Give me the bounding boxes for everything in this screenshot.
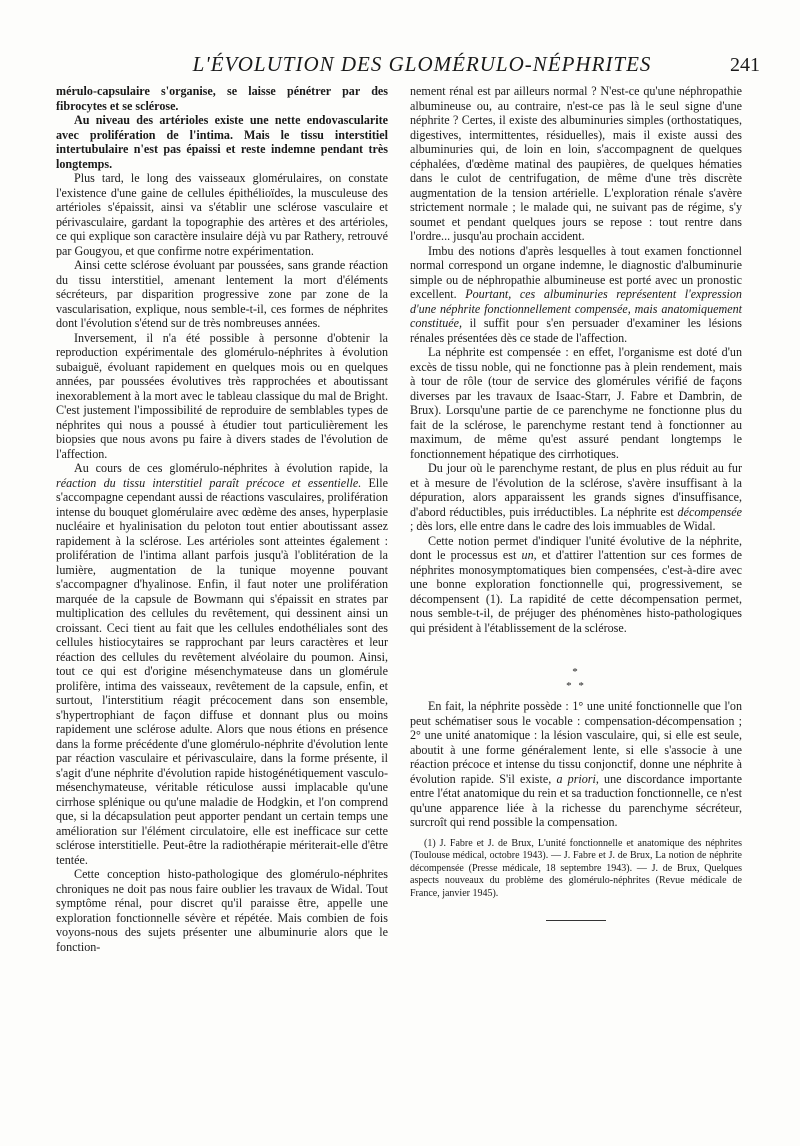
paragraph-11: [410, 461, 742, 534]
running-title: L'ÉVOLUTION DES GLOMÉRULO-NÉPHRITES: [192, 52, 652, 76]
paragraph-12-start: Cette notion permet d'indiquer l'unité évolutive de la néphrite, dont le processus est: [410, 533, 742, 562]
right-column: [410, 84, 742, 921]
page-number: 241: [730, 54, 760, 76]
paragraph-9-emphasis: Pourtant, ces albuminuries représentent l'expression d'une néphrite fonctionnellement compensée, mais anatomiquement constituée,: [410, 287, 742, 330]
paragraph-11-start: Du jour où le parenchyme restant, de plus en plus réduit au fur et à mesure de l'évolution de la sclérose, s'avère insuffisant à la dépuration, alors apparaissent les grands signes d'insuffisance, d'abord réductibles, puis irréductibles. La néphrite est: [410, 461, 742, 519]
paragraph-11-rest: ; dès lors, elle entre dans le cadre des lois immuables de Widal.: [410, 519, 716, 533]
left-column: [56, 84, 388, 954]
paragraph-10: La néphrite est compensée : en effet, l'organisme est doté d'un excès de tissu noble, qui ne fonctionne pas à plein rendement, mais à tour de rôle (tour de service des glomérules vérifié de façons diverses par les travaux de Isaac-Starr, J. Fabre et Dambrin, de Brux). Lorsqu'une partie de ce parenchyme ne fonctionne plus du fait de la sclérose, le parenchyme restant tend à fonctionner au maximum, de même qu'est assuré pendant longtemps le fonctionnement hépatique des cirrhotiques.: [410, 345, 742, 461]
section-separator: * * *: [566, 666, 586, 692]
paragraph-9: [410, 244, 742, 346]
paragraph-6-emphasis: réaction du tissu interstitiel paraît précoce et essentielle.: [56, 475, 362, 490]
paragraph-6-rest: Elle s'accompagne cependant aussi de réactions vasculaires, prolifération intense du bouquet glomérulaire avec œdème des anses, hyperplasie nucléaire et hyalinisation du peloton tout entier aboutissant assez rapidement à la sclérose. Les artérioles sont atteintes également : prolifération de l'intima allant parfois jusqu'à l'oblitération de la lumière, augmentation de la tunique moyenne pouvant s'accompagner d'hyalinose. Enfin, il faut noter une prolifération marquée de la capsule de Bowmann qui s'épaissit en strates par multiplication des cellules du revêtement, qui dessinent ainsi un croissant. Ceci tient au fait que les cellules endothéliales sont des cellules histiocytaires se rapprochant par leurs caractères et leur réaction des cellules du revêtement alvéolaire du poumon. Ainsi, tout ce qui est d'origine mésenchymateuse dans un glomérule prolifère, intima des vaisseaux, revêtement de la capsule, enfin, et surtout, l'interstitium réagit précocement dans son ensemble, s'hypertrophiant de façon diffuse et donnant plus ou moins rapidement une sclérose adulte. Alors que nous étions en présence dans la forme précédente d'une glomérulo-néphrite d'évolution lente par réaction vasculaire et périvasculaire, dans la forme présente, il s'agit d'une néphrite d'évolution rapide histogénétiquement vasculo-mésenchymateuse, véritable réticulose aussi implacable qu'une cirrhose splénique ou qu'une maladie de Hodgkin, et l'on comprend que, si la décapsulation peut apporter pendant un certain temps une amélioration sur l'élément circulatoire, elle est inefficace sur cette sclérose interstitielle. Peut-être la radiothérapie mériterait-elle d'être tentée.: [56, 475, 389, 867]
paragraph-9-start: Imbu des notions d'après lesquelles à tout examen fonctionnel normal correspond un organe indemne, le diagnostic d'albuminurie simple ou de néphropathie albumineuse est porté avec un pronostic excellent.: [410, 243, 742, 301]
paragraph-13-start: En fait, la néphrite possède : 1° une unité fonctionnelle que l'on peut schématiser sous le vocable : compensation-décompensation ; 2° une unité anatomique : la lésion vasculaire, qui, si elle est seule, aboutit à une forme généralement lente, si elle s'associe à une réaction précoce et intense du tissu conjonctif, donne une néphrite à évolution rapide. S'il existe,: [410, 699, 742, 786]
paragraph-12: [410, 534, 742, 636]
paragraph-13-rest: , une discordance importante entre l'état anatomique du rein et sa traduction fonctionnelle, ce n'est qu'une apparence liée à la richesse du parenchyme sécréteur, surcroît qui rend possible la compensation.: [410, 771, 742, 829]
paragraph-1: mérulo-capsulaire s'organise, se laisse pénétrer par des fibrocytes et se sclérose.: [56, 84, 388, 113]
page-header: [60, 50, 760, 80]
paragraph-7: Cette conception histo-pathologique des glomérulo-néphrites chroniques ne doit pas nous faire oublier les travaux de Widal. Tout symptôme rénal, pour discret qu'il paraisse être, appelle une exploration fonctionnelle sévère et répétée. Mais combien de fois voyons-nous des sujets présenter une albuminurie alors que le fonction-: [56, 867, 388, 954]
paragraph-3: Plus tard, le long des vaisseaux glomérulaires, on constate l'existence d'une gaine de cellules épithélioïdes, la musculeuse des artérioles s'épaissit, ainsi va s'établir une sclérose vasculaire et périvasculaire, gardant la topographie des artères et des artérioles, ce qui explique son caractère insulaire déjà vu par Rathery, retrouvé par Gougyou, et que confirme notre expérimentation.: [56, 171, 388, 258]
paragraph-5: Inversement, il n'a été possible à personne d'obtenir la reproduction expérimentale des glomérulo-néphrites à évolution subaiguë, évoluant rapidement en quelques mois ou en quelques années, par poussées évolutives très rapprochées et aboutissant inexorablement à la mort avec le tableau classique du mal de Bright. C'est justement l'impossibilité de reproduire de semblables types de néphrites qui nous a poussé à étudier tout particulièrement les biopsies que nous avons pu faire à divers stades de l'évolution de l'affection.: [56, 330, 388, 461]
paragraph-12-emphasis: un: [521, 548, 534, 562]
paragraph-11-emphasis: décompensée: [677, 504, 742, 519]
footnote: (1) J. Fabre et J. de Brux, L'unité fonctionnelle et anatomique des néphrites (Toulouse médical, octobre 1943). — J. Fabre et J. de Brux, La notion de néphrite décompensée (Presse médicale, 18 septembre 1943). — J. de Brux, Quelques aspects nouveaux du problème des glomérulo-néphrites (Revue médicale de France, janvier 1945).: [410, 837, 742, 899]
paragraph-6: [56, 461, 388, 867]
paragraph-8: nement rénal est par ailleurs normal ? N'est-ce qu'une néphropathie albumineuse ou, au contraire, n'est-ce pas là le seul signe d'une néphrite ? Certes, il existe des albuminuries simples (orthostatiques, digestives, intermittentes, résiduelles), mais il existe aussi des albuminuries qui, de loin en loin, s'accompagnent de quelques céphalées, d'œdème matinal des paupières, de quelques hématies dans le culot de centrifugation, de même d'une très discrète augmentation de la tension artérielle. L'exploration rénale s'avère strictement normale ; le malade qui, ne suivant pas de régime, s'y soumet et pendant quelques jours se repose : tout rentre dans l'ordre... jusqu'au prochain accident.: [410, 84, 742, 243]
paragraph-13-emphasis: a priori: [556, 771, 596, 786]
paragraph-13: [410, 699, 742, 830]
paragraph-12-rest: , et d'attirer l'attention sur ces formes de néphrites monosymptomatiques bien compensées, c'est-à-dire avec une bonne exploration fonctionnelle qui, progressivement, se décompensent (1). La rapidité de cette décompensation permet, nous semble-t-il, de préjuger des phénomènes histo-pathologiques qui président à l'établissement de la sclérose.: [410, 548, 743, 635]
paragraph-9-rest: il suffit pour s'en persuader d'examiner les lésions rénales présentées dès ce stade de l'affection.: [410, 316, 742, 345]
end-rule: [546, 920, 606, 921]
paragraph-2: Au niveau des artérioles existe une nette endovascularite avec prolifération de l'intima. Mais le tissu interstitiel intertubulaire n'est pas épaissi et reste indemne pendant très longtemps.: [56, 113, 388, 171]
paragraph-6-start: Au cours de ces glomérulo-néphrites à évolution rapide, la: [74, 461, 388, 475]
paragraph-4: Ainsi cette sclérose évoluant par poussées, sans grande réaction du tissu interstitiel, amenant lentement la mort d'éléments sécréteurs, par disparition progressive zone par zone de la vascularisation, explique, nous semble-t-il, ces formes de néphrites dont l'évolution s'étend sur de très nombreuses années.: [56, 258, 388, 330]
